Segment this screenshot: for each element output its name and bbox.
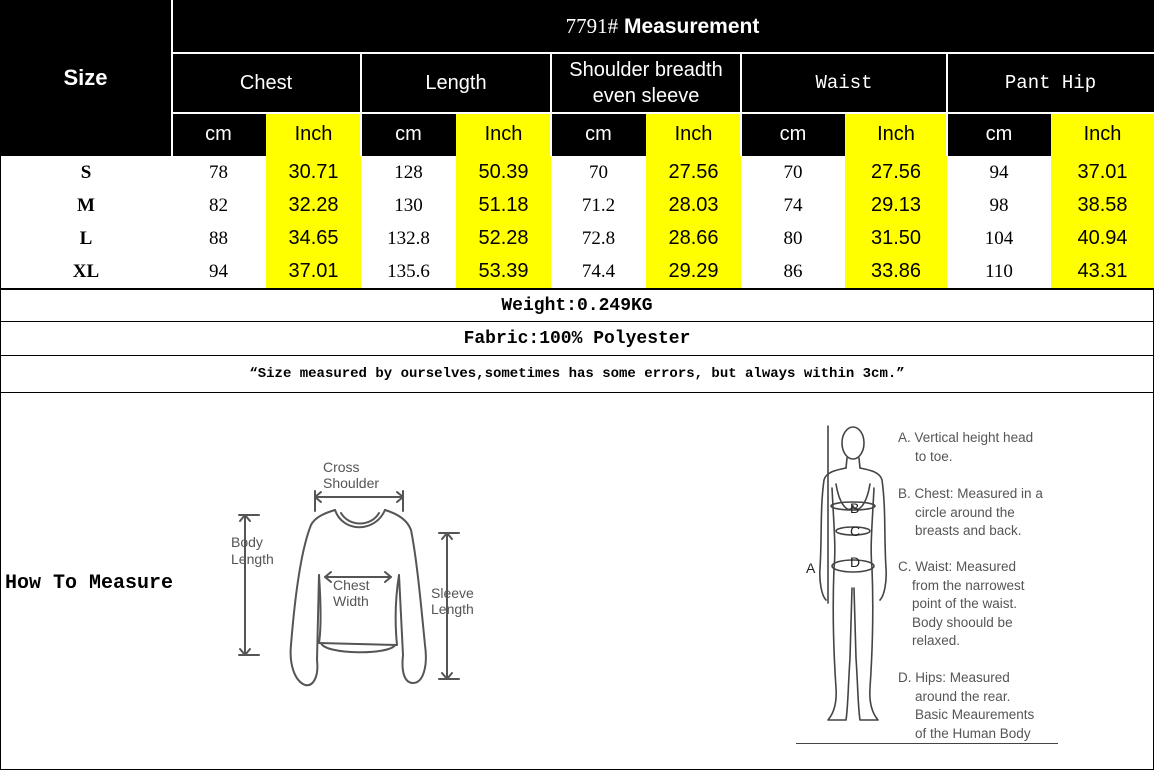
fabric-row	[0, 322, 1154, 356]
cm-value-cell: 71.2	[551, 189, 647, 223]
group-header-length: Length	[361, 53, 551, 113]
measurement-title	[171, 0, 1154, 53]
inch-value-cell: 37.01	[266, 255, 362, 289]
group-header-pant-hip: Pant Hip	[947, 53, 1154, 113]
inch-value-cell: 27.56	[845, 156, 948, 190]
cm-value-cell: 132.8	[361, 222, 457, 256]
body-mark-d: D	[850, 554, 861, 570]
size-cell: XL	[0, 255, 172, 289]
inch-value-cell: 28.66	[646, 222, 742, 256]
header-divider	[360, 53, 362, 156]
weight-text: Weight:0.249KG	[501, 295, 653, 316]
inch-value-cell: 50.39	[456, 156, 552, 190]
body-mark-c: C	[850, 523, 861, 539]
inch-value-cell: 32.28	[266, 189, 362, 223]
inch-value-cell: 43.31	[1051, 255, 1154, 289]
unit-cm-header: cm	[171, 113, 266, 156]
cm-value-cell: 78	[171, 156, 267, 190]
cm-value-cell: 88	[171, 222, 267, 256]
unit-cm-header: cm	[361, 113, 456, 156]
cm-value-cell: 135.6	[361, 255, 457, 289]
cm-value-cell: 72.8	[551, 222, 647, 256]
chest-width-label-2: Width	[333, 593, 369, 609]
weight-row	[0, 289, 1154, 322]
header-divider	[171, 112, 1154, 114]
body-mark-a: A	[806, 560, 816, 576]
title-text: Measurement	[623, 15, 760, 38]
cm-value-cell: 80	[741, 222, 846, 256]
size-cell: S	[0, 156, 172, 190]
unit-cm-header: cm	[741, 113, 845, 156]
size-cell: M	[0, 189, 172, 223]
cross-shoulder-label-2: Shoulder	[323, 475, 380, 491]
inch-value-cell: 51.18	[456, 189, 552, 223]
header-divider	[946, 53, 948, 156]
group-header-waist: Waist	[741, 53, 947, 113]
body-note-c: C. Waist: Measured from the narrowest point of the waist. Body shoould be relaxed.	[898, 559, 1025, 648]
size-header	[0, 0, 171, 156]
cm-value-cell: 94	[171, 255, 267, 289]
unit-inch-header: Inch	[456, 113, 551, 156]
group-header-shoulder: Shoulder breadth even sleeve	[551, 53, 741, 113]
inch-value-cell: 27.56	[646, 156, 742, 190]
cm-value-cell: 82	[171, 189, 267, 223]
cm-value-cell: 128	[361, 156, 457, 190]
body-note-a: A. Vertical height head to toe.	[898, 430, 1034, 464]
cm-value-cell: 94	[947, 156, 1052, 190]
human-body-diagram-icon	[800, 418, 900, 730]
cm-value-cell: 74	[741, 189, 846, 223]
sleeve-length-label-2: Length	[431, 601, 474, 617]
cm-value-cell: 98	[947, 189, 1052, 223]
sweater-diagram-icon	[225, 455, 485, 690]
inch-value-cell: 29.13	[845, 189, 948, 223]
unit-inch-header: Inch	[1051, 113, 1154, 156]
note-text: “Size measured by ourselves,sometimes has some errors, but always within 3cm.”	[249, 366, 905, 382]
inch-value-cell: 53.39	[456, 255, 552, 289]
header-divider	[550, 53, 552, 156]
title-number: 7791#	[565, 14, 619, 38]
inch-value-cell: 34.65	[266, 222, 362, 256]
cm-value-cell: 74.4	[551, 255, 647, 289]
fabric-text: Fabric:100% Polyester	[463, 328, 691, 349]
body-length-label-2: Length	[231, 551, 274, 567]
inch-value-cell: 31.50	[845, 222, 948, 256]
inch-value-cell: 37.01	[1051, 156, 1154, 190]
cm-value-cell: 110	[947, 255, 1052, 289]
size-header-label: Size	[63, 65, 108, 90]
unit-cm-header: cm	[551, 113, 646, 156]
cm-value-cell: 104	[947, 222, 1052, 256]
group-header-chest: Chest	[171, 53, 361, 113]
cm-value-cell: 70	[741, 156, 846, 190]
header-divider	[740, 53, 742, 156]
cm-value-cell: 130	[361, 189, 457, 223]
inch-value-cell: 38.58	[1051, 189, 1154, 223]
unit-cm-header: cm	[947, 113, 1051, 156]
cm-value-cell: 86	[741, 255, 846, 289]
body-note-d: D. Hips: Measured around the rear. Basic Meaurements of the Human Body	[898, 670, 1035, 741]
size-cell: L	[0, 222, 172, 256]
body-note-b: B. Chest: Measured in a circle around the breasts and back.	[898, 486, 1043, 538]
how-to-measure-label: How To Measure	[5, 572, 174, 595]
body-length-label-1: Body	[231, 534, 263, 550]
inch-value-cell: 29.29	[646, 255, 742, 289]
unit-inch-header: Inch	[266, 113, 361, 156]
chest-width-label-1: Chest	[333, 577, 370, 593]
sleeve-length-label-1: Sleeve	[431, 585, 474, 601]
inch-value-cell: 28.03	[646, 189, 742, 223]
inch-value-cell: 33.86	[845, 255, 948, 289]
body-mark-b: B	[850, 500, 860, 516]
inch-value-cell: 40.94	[1051, 222, 1154, 256]
inch-value-cell: 30.71	[266, 156, 362, 190]
note-row	[0, 356, 1154, 393]
body-diagram-baseline	[796, 743, 1058, 744]
inch-value-cell: 52.28	[456, 222, 552, 256]
header-divider	[171, 0, 173, 156]
unit-inch-header: Inch	[646, 113, 741, 156]
header-divider	[171, 52, 1154, 54]
cm-value-cell: 70	[551, 156, 647, 190]
cross-shoulder-label-1: Cross	[323, 459, 360, 475]
unit-inch-header: Inch	[845, 113, 947, 156]
